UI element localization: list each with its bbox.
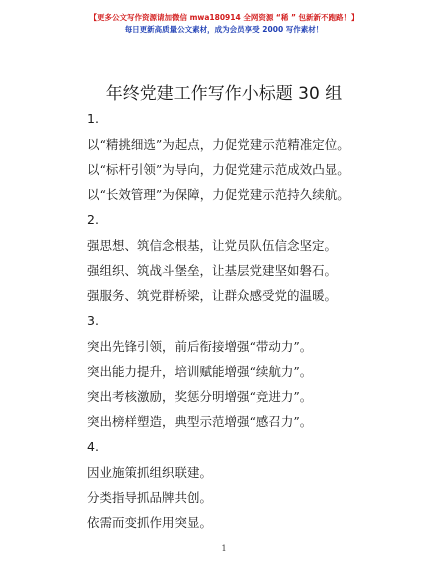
- section-item: 以“长效管理”为保障，力促党建示范持久续航。: [87, 187, 350, 202]
- section-number: 1.: [87, 111, 99, 126]
- section-number: 2.: [87, 212, 99, 227]
- section-item: 突出能力提升，培训赋能增强“续航力”。: [87, 364, 313, 379]
- section-item: 强组织、筑战斗堡垒，让基层党建坚如磐石。: [87, 263, 338, 278]
- section-item: 依需而变抓作用突显。: [87, 515, 213, 530]
- promo-subtitle-line: 每日更新高质量公文素材，成为会员享受 2000 写作素材！: [124, 25, 324, 34]
- section-item: 以“标杆引领”为导向，力促党建示范成效凸显。: [87, 162, 350, 177]
- section-item: 因业施策抓组织联建。: [87, 465, 213, 480]
- section-item: 强思想、筑信念根基，让党员队伍信念坚定。: [87, 238, 338, 253]
- document-title: 年终党建工作写作小标题 30 组: [105, 84, 343, 104]
- section-number: 3.: [87, 313, 99, 328]
- section-item: 分类指导抓品牌共创。: [87, 490, 213, 505]
- section-item: 突出考核激励，奖惩分明增强“竞进力”。: [87, 389, 313, 404]
- promo-banner-line: 【更多公文写作资源请加微信 mwa180914 全网资源 “稀 ” 包新新不跑路！】: [89, 13, 359, 22]
- section-item: 突出榜样塑造，典型示范增强“感召力”。: [87, 414, 313, 429]
- section-number: 4.: [87, 439, 99, 454]
- section-item: 以“精挑细选”为起点，力促党建示范精准定位。: [87, 137, 350, 152]
- section-item: 突出先锋引领，前后衔接增强“带动力”。: [87, 339, 313, 354]
- page-number: 1: [221, 544, 227, 553]
- section-item: 强服务、筑党群桥梁，让群众感受党的温暖。: [87, 288, 338, 303]
